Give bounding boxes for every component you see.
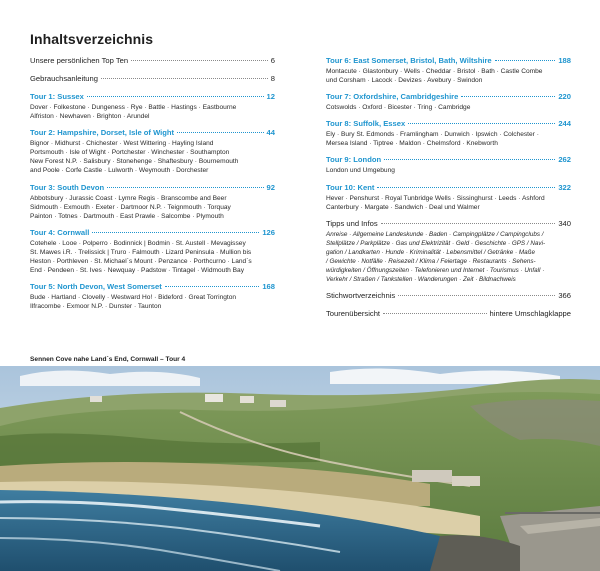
places-line: Montacute · Glastonbury · Wells · Cheddar · Bristol · Bath · Castle Combe [326,68,543,75]
toc-entry-page: 8 [270,74,275,83]
toc-tips-section [326,219,571,284]
places-line: Sidmouth · Exmouth · Exeter · Dartmoor N.P. · Teignmouth · Torquay [30,203,231,211]
tour-places [30,139,275,175]
tour-places [30,239,275,275]
tour-places [30,194,275,221]
tour-page: 220 [558,92,571,102]
topics-line: / Gewichte · Notfälle · Reisezeit / Klima / Feiertage · Restaurants · Sehens- [326,257,536,265]
places-line: Ilfracombe · Exmoor N.P. · Dunster · Taunton [30,303,162,311]
toc-tour-3 [30,183,275,221]
tour-title: Tour 7: Oxfordshire, Cambridgeshire [326,92,459,102]
tour-places [326,103,571,112]
places-line: New Forest N.P. · Salisbury · Stonehenge · Shaftesbury · Bournemouth [30,158,239,166]
leader-dots [495,60,556,61]
places-line: Bude · Hartland · Clovelly · Westward Ho! · Bideford · Great Torrington [30,294,237,302]
tour-title: Tour 2: Hampshire, Dorset, Isle of Wight [30,128,175,138]
toc-tour-heading[interactable] [30,183,275,193]
toc-tour-8 [326,119,571,148]
toc-tour-2 [30,128,275,175]
leader-dots [384,159,555,160]
places-line: Portsmouth · Isle of Wight · Portchester · Winchester · Southampton [30,149,230,157]
tour-page: 244 [558,119,571,129]
places-line: Alfriston · Newhaven · Brighton · Arundel [30,113,150,121]
coastal-photo [0,366,600,571]
toc-tour-4 [30,228,275,275]
toc-entry-label: Tipps und Infos [326,218,378,228]
page-title: Inhaltsverzeichnis [30,31,154,47]
tour-title: Tour 3: South Devon [30,182,105,192]
house [412,470,452,482]
toc-entry-top-ten[interactable] [30,56,275,66]
leader-dots [383,313,487,314]
tour-page: 126 [262,227,275,237]
topics-line: Stellplätze / Parkplätze · Gas und Elektrizität · Geld · Geschichte · GPS / Navi- [326,239,546,247]
leader-dots [461,96,555,97]
leader-dots [177,132,263,133]
toc-entry-page: 6 [270,56,275,65]
toc-tour-heading[interactable] [326,155,571,165]
leader-dots [101,78,268,79]
tour-title: Tour 8: Suffolk, Essex [326,119,406,129]
tour-title: Tour 5: North Devon, West Somerset [30,282,162,292]
toc-tour-heading[interactable] [30,128,275,138]
leader-dots [131,60,268,61]
tour-title: Tour 1: Sussex [30,92,84,101]
places-line: Canterbury · Margate · Sandwich · Deal und Walmer [326,203,480,211]
places-line: Cotswolds · Oxford · Bicester · Tring · Cambridge [326,104,471,112]
leader-dots [87,96,264,97]
places-line: London und Umgebung [326,167,395,175]
tour-places [326,67,571,85]
places-line: Bignor · Midhurst · Chichester · West Wittering · Hayling Island [30,140,214,148]
toc-entry-label: Tourenübersicht [326,308,381,318]
toc-tour-5 [30,282,275,311]
house [90,396,102,402]
tour-page: 12 [266,92,275,101]
tour-places [326,166,571,175]
house [205,394,223,402]
toc-entry-tour-overview[interactable] [326,309,571,319]
places-line: und Corsham · Lacock · Devizes · Avebury · Swindon [326,77,483,85]
leader-dots [165,286,260,287]
toc-entry-guide[interactable] [30,74,275,84]
topics-line: Anreise · Allgemeine Landeskunde · Baden · Campingplätze / Campingclubs / [326,230,544,238]
toc-left-column [30,56,275,318]
toc-entry-label: Unsere persönlichen Top Ten [30,56,129,65]
places-line: and Poole · Corfe Castle · Lulworth · Weymouth · Dorchester [30,167,209,175]
tour-page: 92 [266,182,275,192]
toc-tour-9 [326,155,571,175]
places-line: Heston · Porthleven · St. Michael`s Mount · Penzance · Porthcurno · Land`s [30,258,252,266]
leader-dots [398,295,555,296]
toc-tour-heading[interactable] [326,183,571,193]
toc-tour-heading[interactable] [326,56,571,66]
house [240,396,254,403]
toc-entry-tips[interactable] [326,219,571,229]
tour-page: 168 [262,282,275,292]
tour-page: 322 [558,182,571,192]
house [270,400,286,407]
toc-tour-heading[interactable] [326,92,571,102]
leader-dots [107,187,263,188]
places-line: Mersea Island · Tiptree · Maldon · Chelmsford · Knebworth [326,140,498,148]
toc-entry-label: Stichwortverzeichnis [326,290,396,300]
places-line: Painton · Totnes · Dartmouth · East Prawle · Salcombe · Plymouth [30,212,224,220]
topics-line: würdigkeiten / Öffnungszeiten · Telefonieren und Internet · Tourismus · Unfall · [326,266,545,274]
toc-tour-heading[interactable] [30,282,275,292]
tour-places [326,194,571,212]
tips-topics [326,230,571,284]
toc-right-column [326,56,571,327]
toc-entry-page: 340 [558,218,571,228]
places-line: St. Mawes i.R. · Trelissick | Truro · Falmouth · Lizard Peninsula · Mullion bis [30,248,252,256]
tour-title: Tour 10: Kent [326,182,375,192]
toc-tour-heading[interactable] [326,119,571,129]
leader-dots [408,123,555,124]
tour-page: 44 [266,128,275,138]
topics-line: Verkehr / Straßen / Tankstellen · Wanderungen · Zeit · Bildnachweis [326,275,516,283]
leader-dots [92,232,259,233]
places-line: Ely · Bury St. Edmonds · Framlingham · Dunwich · Ipswich · Colchester · [326,131,539,139]
places-line: Hever · Penshurst · Royal Tunbridge Wells · Sissinghurst · Leeds · Ashford [326,194,545,202]
tour-places [326,130,571,148]
tour-places [30,103,275,121]
places-line: Abbotsbury · Jurassic Coast · Lymre Regis · Branscombe and Beer [30,194,227,202]
toc-tour-7 [326,92,571,112]
tour-page: 262 [558,155,571,165]
railing [505,512,600,514]
toc-tour-6 [326,56,571,85]
leader-dots [381,223,556,224]
places-line: Dover · Folkestone · Dungeness · Rye · Battle · Hastings · Eastbourne [30,104,237,111]
toc-entry-label: Gebrauchsanleitung [30,74,98,83]
toc-tour-1 [30,92,275,121]
tour-title: Tour 4: Cornwall [30,227,90,237]
toc-entry-page: hintere Umschlagklappe [489,308,571,318]
tour-places [30,293,275,311]
toc-tour-heading[interactable] [30,228,275,238]
toc-tour-10 [326,183,571,212]
tour-title: Tour 6: East Somerset, Bristol, Bath, Wiltshire [326,56,492,65]
places-line: End · Pendeen · St. Ives · Newquay · Padstow · Tintagel · Widmouth Bay [30,267,245,275]
toc-tour-heading[interactable] [30,92,275,102]
places-line: Cotehele · Looe · Polperro · Bodinnick | Bodmin · St. Austell · Mevagissey [30,239,246,247]
leader-dots [377,187,555,188]
topics-line: gation / Landkarten · Hunde · Kriminalität · Lebensmittel / Getränke · Maße [326,248,535,256]
toc-entry-page: 366 [558,290,571,300]
tour-page: 188 [558,56,571,65]
photo-caption: Sennen Cove nahe Land`s End, Cornwall – Tour 4 [30,356,186,363]
tour-title: Tour 9: London [326,155,382,165]
house [452,476,480,486]
toc-entry-index[interactable] [326,291,571,301]
